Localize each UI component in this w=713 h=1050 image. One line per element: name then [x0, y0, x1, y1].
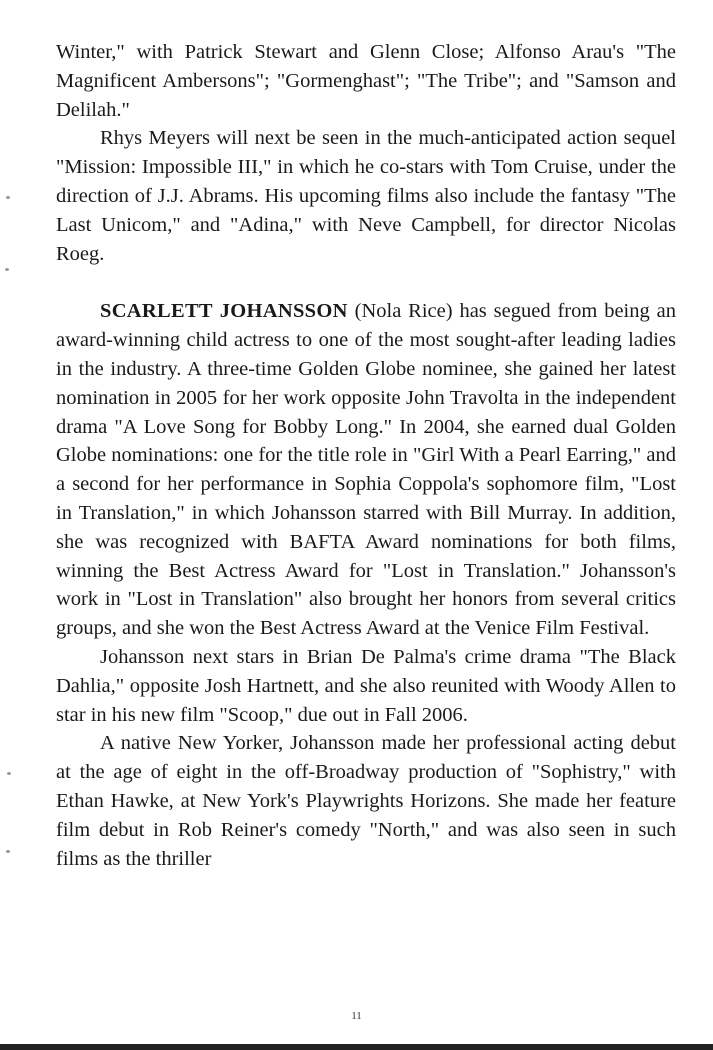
- scan-speck: [5, 268, 9, 271]
- paragraph-continued: Winter," with Patrick Stewart and Glenn Close; Alfonso Arau's "The Magnificent Ambersons"; "Gormenghast"; "The Tribe"; and "Samson and Delilah.": [56, 41, 676, 121]
- scan-speck: [6, 196, 10, 199]
- page-number: 11: [351, 1010, 362, 1022]
- paragraph-text: (Nola Rice) has segued from being an award-winning child actress to one of the most sought-after leading ladies in the industry. A three-time Golden Globe nominee, she gained her latest nomination in 2005 for her work opposite John Travolta in the independent drama "A Love Song for Bobby Long." In 2004, she earned dual Golden Globe nominations: one for the title role in "Girl With a Pearl Earring," and a second for her performance in Sophia Coppola's sophomore film, "Lost in Translation," in which Johansson starred with Bill Murray. In addition, she was recognized with BAFTA Award nominations for both films, winning the Best Actress Award for "Lost in Translation." Johansson's work in "Lost in Translation" also brought her honors from several critics groups, and she won the Best Actress Award at the Venice Film Festival.: [56, 300, 676, 640]
- document-body: [56, 38, 676, 873]
- paragraph-rhys-meyers: Rhys Meyers will next be seen in the much-anticipated action sequel "Mission: Impossible III," in which he co-stars with Tom Cruise, under the direction of J.J. Abrams. His upcoming films also include the fantasy "The Last Unicom," and "Adina," with Neve Campbell, for director Nicolas Roeg.: [56, 127, 676, 265]
- scan-speck: [6, 850, 10, 853]
- scan-speck: [7, 772, 11, 775]
- scan-bottom-edge: [0, 1044, 713, 1050]
- paragraph-johansson-bio: [56, 297, 676, 643]
- paragraph-johansson-next: Johansson next stars in Brian De Palma's crime drama "The Black Dahlia," opposite Josh Hartnett, and she also reunited with Woody Allen to star in his new film "Scoop," due out in Fall 2006.: [56, 645, 676, 726]
- paragraph-gap: [56, 268, 676, 297]
- actor-name: SCARLETT JOHANSSON: [100, 300, 348, 323]
- paragraph-johansson-native: A native New Yorker, Johansson made her professional acting debut at the age of eight in the off-Broadway production of "Sophistry," with Ethan Hawke, at New York's Playwrights Horizons. She made her feature film debut in Rob Reiner's comedy "North," and was also seen in such films as the thriller: [56, 732, 676, 870]
